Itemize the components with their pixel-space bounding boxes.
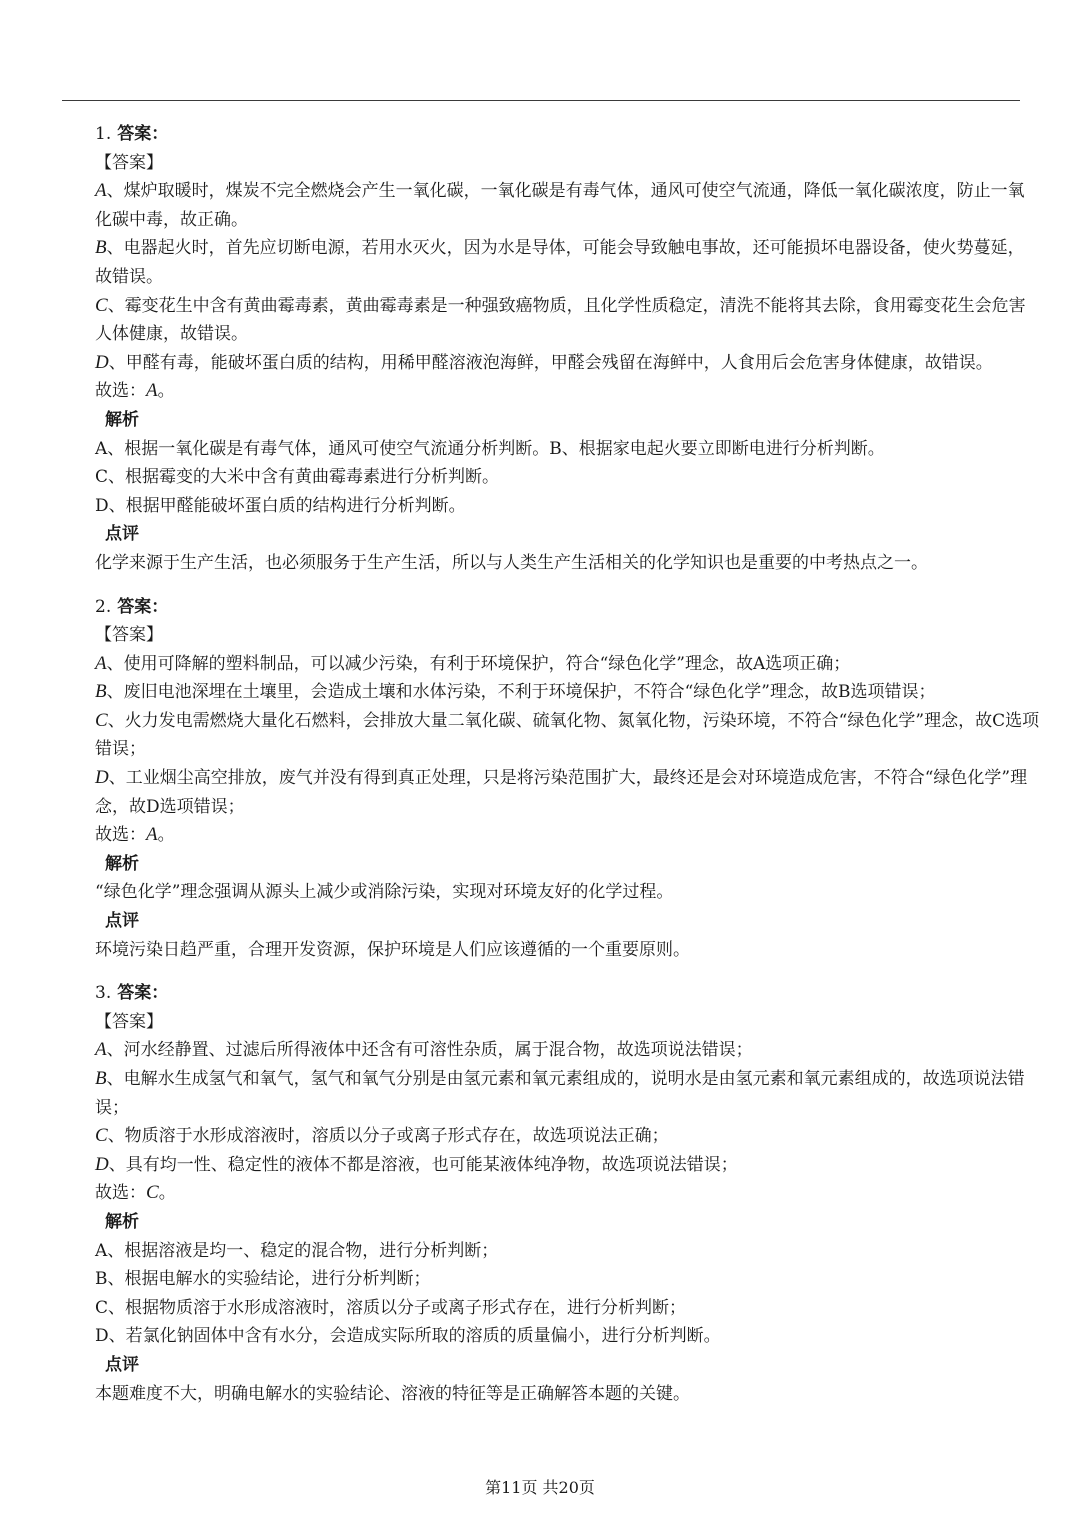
question-heading [95,120,1040,149]
analysis-heading: 解析 [105,853,139,874]
choice-prefix: 故选： [95,825,146,846]
question-2 [95,593,1040,965]
option-letter: D [95,1153,109,1175]
analysis-heading: 解析 [105,409,139,430]
option-c-explanation [95,1122,1040,1151]
comment-heading: 点评 [105,1354,139,1375]
analysis-line: A、根据一氧化碳是有毒气体，通风可使空气流通分析判断。B、根据家电起火要立即断电进行分析判断。 [95,438,885,459]
page-footer [0,1476,1080,1500]
choice-prefix: 故选： [95,1183,146,1204]
question-number: 2. [95,596,112,617]
option-text: 、废旧电池深埋在土壤里，会造成土壤和水体污染，不利于环境保护，不符合“绿色化学”理念，故B选项错误； [106,682,936,703]
question-number: 1. [95,124,112,144]
option-letter: B [95,1068,107,1089]
question-title: 答案： [117,983,169,1004]
answer-content [95,120,1040,1408]
choice-suffix: 。 [158,1183,176,1204]
option-text: 、使用可降解的塑料制品，可以减少污染，有利于环境保护，符合“绿色化学”理念，故A选项正确； [106,653,851,674]
question-heading [95,593,1040,622]
page-number: 第11页 共20页 [485,1478,595,1497]
final-choice [95,821,1040,850]
comment-heading: 点评 [105,524,139,545]
question-title: 答案： [117,124,169,144]
option-letter: D [95,351,109,373]
comment-text: 化学来源于生产生活，也必须服务于生产生活，所以与人类生产生活相关的化学知识也是重要的中考热点之一。 [95,552,928,573]
analysis-line: D、若氯化钠固体中含有水分，会造成实际所取的溶质的质量偏小，进行分析判断。 [95,1326,721,1347]
question-heading [95,979,1040,1008]
question-3 [95,979,1040,1408]
analysis-line: D、根据甲醛能破坏蛋白质的结构进行分析判断。 [95,495,466,516]
analysis-line: B、根据电解水的实验结论，进行分析判断； [95,1269,431,1290]
question-1 [95,120,1040,578]
choice-letter: A [146,824,158,846]
option-text: 、霉变花生中含有黄曲霉毒素，黄曲霉毒素是一种强致癌物质，且化学性质稳定，清洗不能将其去除，食用霉变花生会危害人体健康，故错误。 [95,295,1026,345]
option-text: 、煤炉取暖时，煤炭不完全燃烧会产生一氧化碳，一氧化碳是有毒气体，通风可使空气流通，降低一氧化碳浓度，防止一氧化碳中毒，故正确。 [95,181,1025,230]
question-title: 答案： [117,596,169,617]
choice-suffix: 。 [157,825,175,846]
option-b-explanation [95,678,1040,707]
option-letter: C [95,709,108,731]
option-text: 、河水经静置、过滤后所得液体中还含有可溶性杂质，属于混合物，故选项说法错误； [106,1040,753,1061]
option-letter: B [95,237,107,259]
option-d-explanation [95,1151,1040,1180]
option-text: 、火力发电需燃烧大量化石燃料，会排放大量二氧化碳、硫氧化物、氮氧化物，污染环境，不符合“绿色化学”理念，故C选项错误； [95,710,1040,760]
option-text: 、电解水生成氢气和氧气，氢气和氧气分别是由氢元素和氧元素组成的，说明水是由氢元素和氧元素组成的，故选项说法错误； [95,1069,1025,1118]
analysis-line: C、根据霉变的大米中含有黄曲霉毒素进行分析判断。 [95,467,500,488]
analysis-heading: 解析 [105,1211,139,1232]
answer-label: 【答案】 [95,625,163,646]
final-choice [95,1179,1040,1208]
comment-text: 环境污染日趋严重，合理开发资源，保护环境是人们应该遵循的一个重要原则。 [95,939,690,960]
option-text: 、甲醛有毒，能破坏蛋白质的结构，用稀甲醛溶液泡海鲜，甲醛会残留在海鲜中，人食用后会危害身体健康，故错误。 [108,352,993,373]
option-b-explanation [95,1065,1040,1122]
comment-heading: 点评 [105,911,139,932]
option-letter: C [95,294,108,316]
comment-text: 本题难度不大，明确电解水的实验结论、溶液的特征等是正确解答本题的关键。 [95,1383,690,1404]
option-c-explanation [95,292,1040,349]
option-c-explanation [95,707,1040,764]
question-number: 3. [95,983,112,1004]
final-choice [95,377,1040,406]
option-a-explanation [95,650,1040,679]
option-b-explanation [95,234,1040,291]
option-text: 、电器起火时，首先应切断电源，若用水灭火，因为水是导体，可能会导致触电事故，还可能损坏电器设备，使火势蔓延，故错误。 [95,238,1025,287]
analysis-line: A、根据溶液是均一、稳定的混合物，进行分析判断； [95,1240,499,1261]
option-d-explanation [95,349,1040,378]
analysis-line: C、根据物质溶于水形成溶液时，溶质以分子或离子形式存在，进行分析判断； [95,1297,687,1318]
option-letter: D [95,767,109,789]
option-d-explanation [95,764,1040,821]
choice-suffix: 。 [157,381,175,402]
choice-letter: A [146,380,158,402]
option-letter: A [95,1039,107,1061]
option-a-explanation [95,1036,1040,1065]
answer-label: 【答案】 [95,1011,163,1032]
option-text: 、物质溶于水形成溶液时，溶质以分子或离子形式存在，故选项说法正确； [107,1126,669,1147]
option-text: 、具有均一性、稳定性的液体不都是溶液，也可能某液体纯净物，故选项说法错误； [108,1154,738,1175]
option-a-explanation [95,177,1040,234]
option-text: 、工业烟尘高空排放，废气并没有得到真正处理，只是将污染范围扩大，最终还是会对环境造成危害，不符合“绿色化学”理念，故D选项错误； [95,768,1028,817]
analysis-line: “绿色化学”理念强调从源头上减少或消除污染，实现对环境友好的化学过程。 [95,882,674,903]
header-rule [62,100,1020,101]
option-letter: A [95,180,107,202]
choice-prefix: 故选： [95,381,146,402]
choice-letter: C [146,1182,159,1204]
answer-label: 【答案】 [95,152,163,173]
option-letter: B [95,681,107,703]
option-letter: C [95,1125,108,1147]
option-letter: A [95,652,107,674]
